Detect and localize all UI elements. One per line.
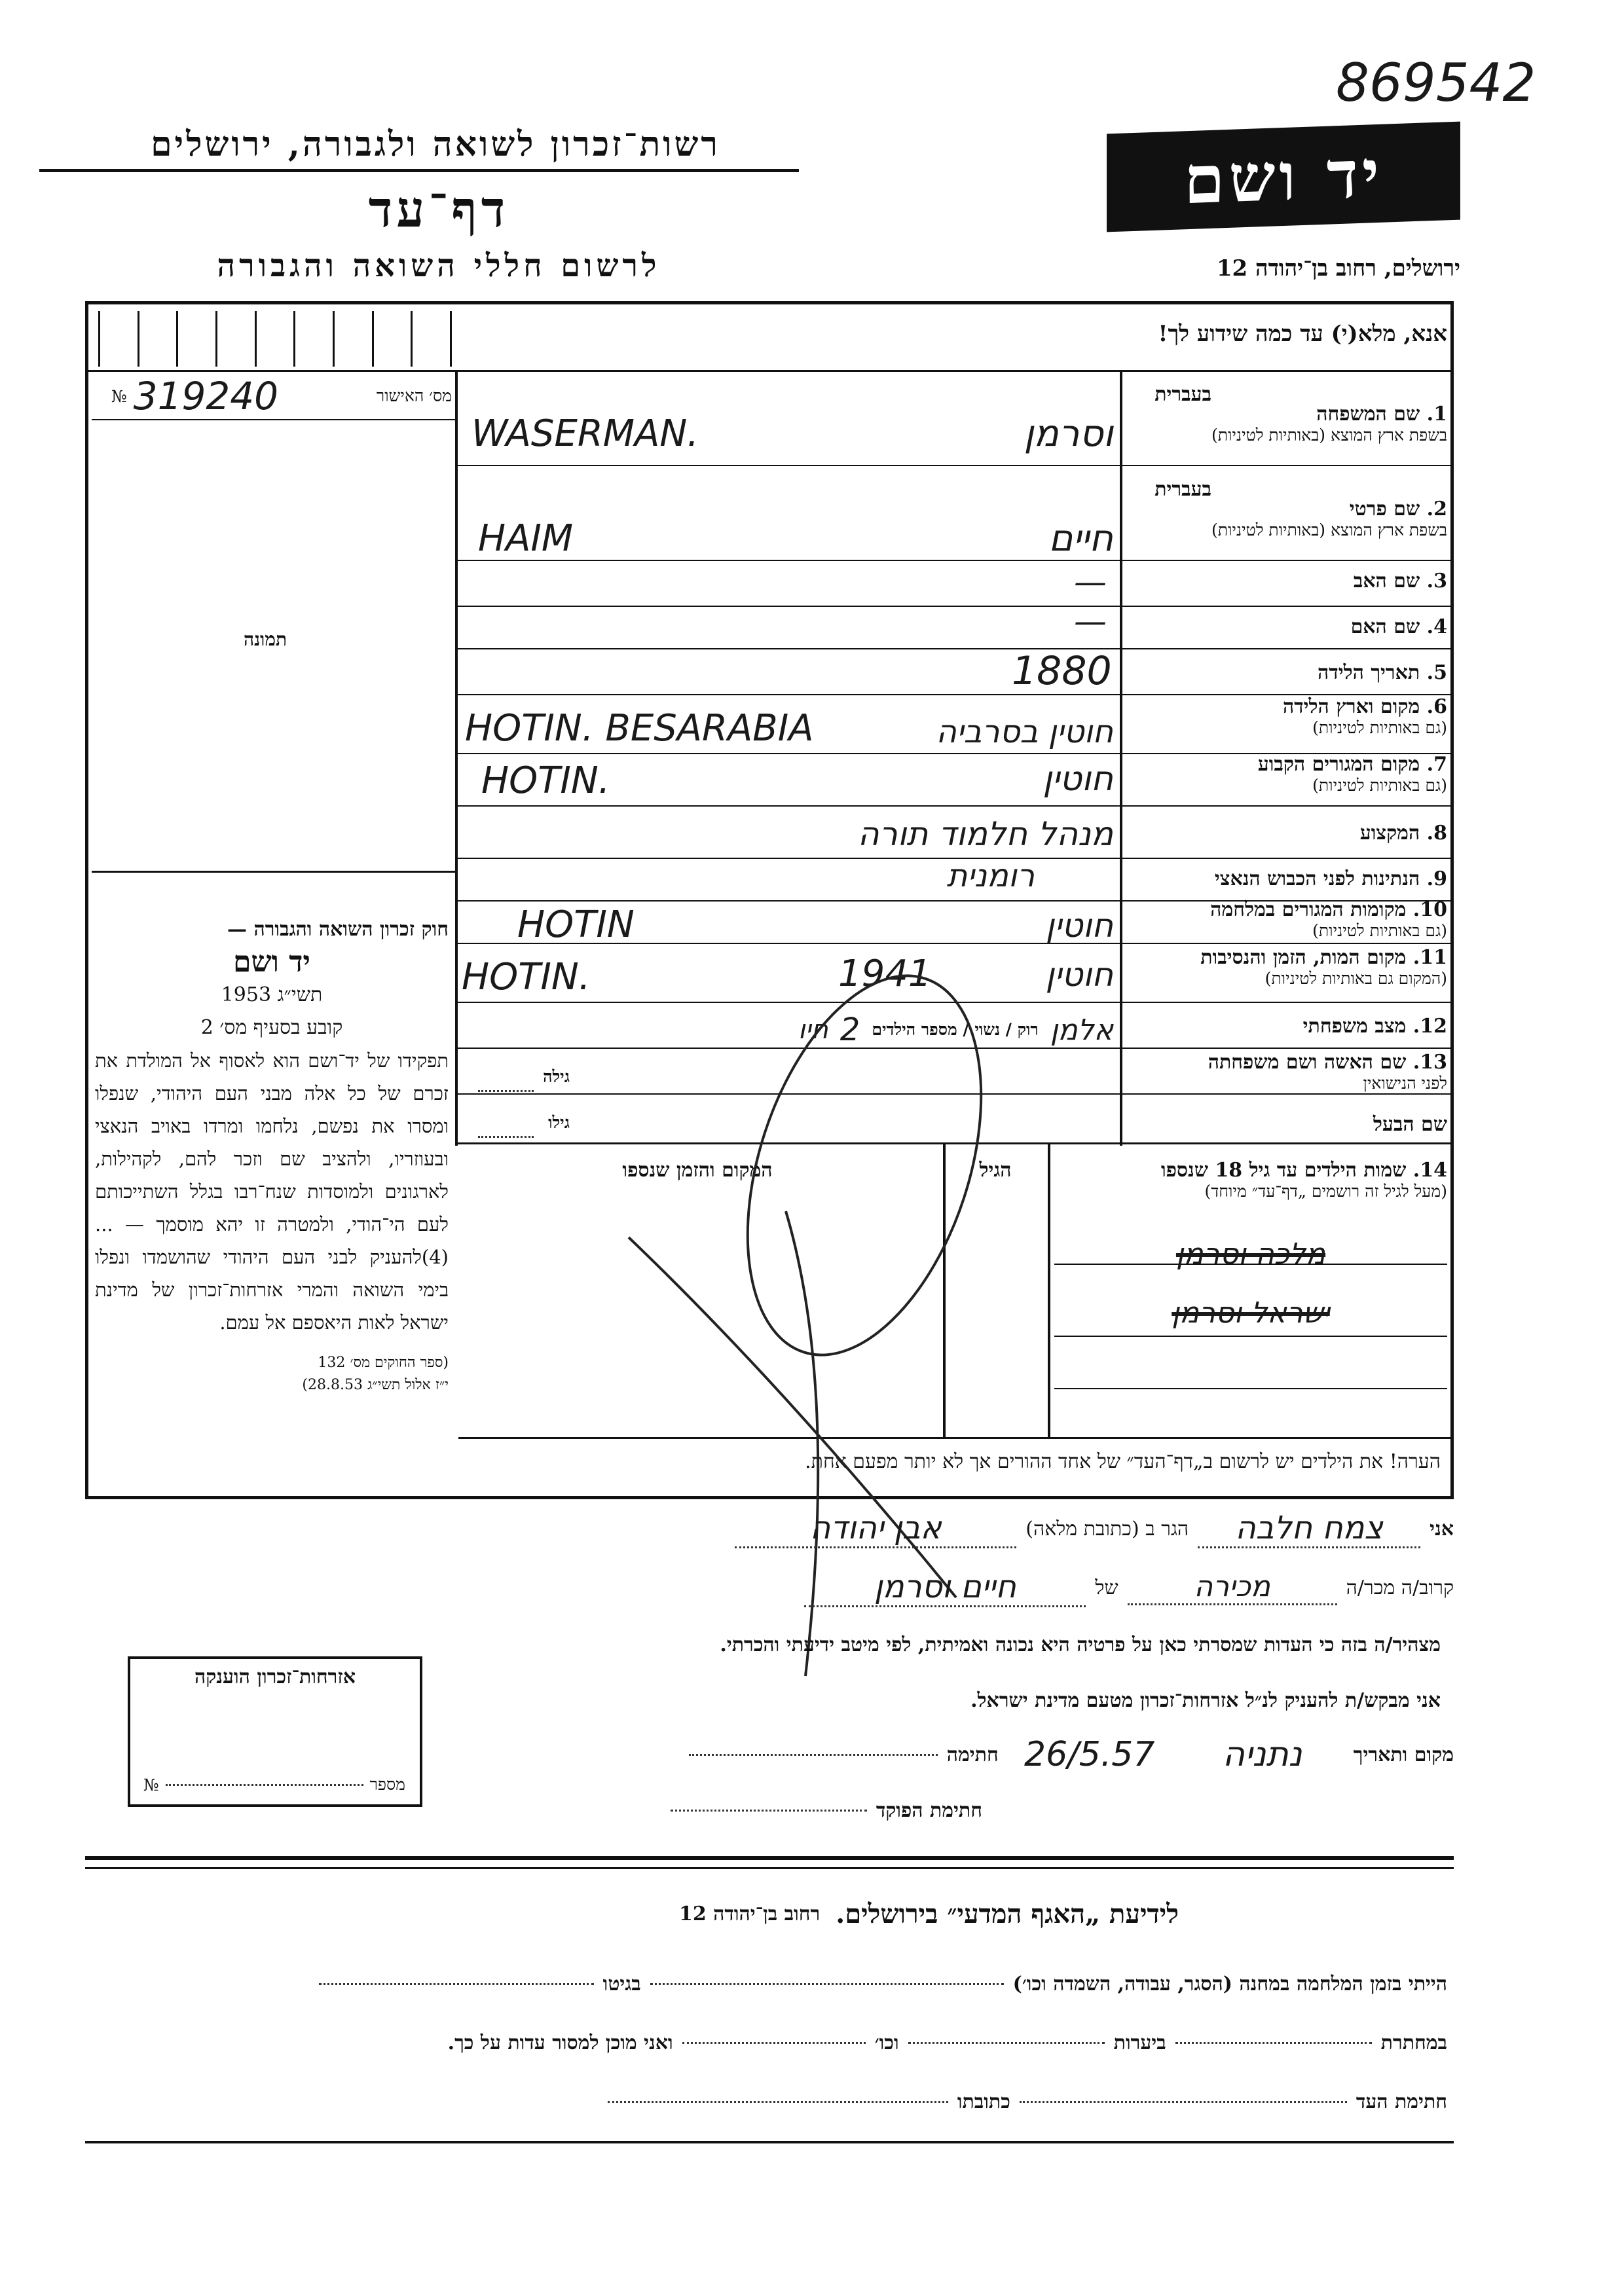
decl-request: אני מבקש/ת להעניק לנ״ל אזרחות־זכרון מטעם מדינת ישראל.	[970, 1689, 1441, 1712]
field-5: 5. תאריך הלידה	[1318, 661, 1447, 684]
field-1: 1. שם המשפחה בשפת ארץ המוצא (באותיות לטיניות)	[1120, 403, 1447, 445]
field-2-hebrew: חיים	[1048, 517, 1113, 560]
field-husband-age-label: גילו	[548, 1113, 570, 1132]
field-7-hebrew: חוטין	[1043, 759, 1113, 799]
field-1-label: שם המשפחה	[1316, 403, 1420, 426]
field-8-value: מנהל חלמוד תורה	[857, 815, 1113, 853]
law-body: תפקידו של יד־ושם הוא לאסוף אל המולדת את זכרם של כל אלה מבני העם היהודי, שנפלו ומסרו את נפשם, נלחמו ומרדו באויב הנאצי ובעוזריו, ולהציב שם וזכר להם, לקהילות, לארגונים ולמוסדות שנח־רבו בגלל השתייכותם לעם הי־הודי, ולמטרה זו יהא מוסמך — ...(4)להעניק לבני העם היהודי שהושמדו ונפלו בימי השואה והמרי אזרחות־זכרון של מדינת ישראל לאות היאספם אל עמם.	[95, 1049, 449, 1334]
registry-row	[111, 373, 452, 419]
decl-signature	[689, 1754, 938, 1756]
decl-row-1: אני צמח חלבה הגר ב (כתובת מלאה) אבן יהודה	[458, 1506, 1454, 1552]
citizenship-number-label: מספר	[369, 1775, 405, 1794]
field-11: 11. מקום המות, הזמן והנסיבות (המקום גם באותיות לטיניות)	[1200, 946, 1447, 988]
decl-name: צמח חלבה	[1198, 1510, 1420, 1548]
photo-label: תמונה	[243, 629, 287, 650]
child-crossed-1: מלכה וסרמן	[1175, 1237, 1326, 1271]
children-col-age: הגיל	[979, 1159, 1012, 1182]
form-subtitle: לרשום חללי השואה והגבורה	[217, 247, 661, 284]
citizenship-box: אזרחות־זכרון הוענקה № מספר	[128, 1656, 422, 1807]
footer-line-2: במחתרת ביערות וכו׳ ואני מוכן למסור עדות על כך.	[447, 2031, 1447, 2054]
field-10-hebrew: חוטין	[1045, 907, 1113, 945]
authority-line: רשות־זכרון לשואה ולגבורה, ירושלים	[151, 124, 720, 164]
decl-date: 26/5.57	[1024, 1735, 1155, 1774]
field-12-children: 2	[840, 1011, 860, 1048]
decl-relation: מכירה	[1128, 1570, 1337, 1605]
field-4: 4. שם האם	[1350, 615, 1447, 638]
field-husband: שם הבעל	[1373, 1113, 1447, 1136]
instruction: אנא, מלא(י) עד כמה שידוע לך!	[1158, 321, 1447, 347]
field-9: 9. הנתינות לפני הכבוש הנאצי	[1214, 867, 1447, 890]
field-4-value: —	[1074, 602, 1107, 640]
field-5-value: 1880	[1012, 648, 1112, 694]
field-2-sub: בשפת ארץ המוצא (באותיות לטיניות)	[1211, 520, 1447, 539]
field-13-age-label: גילה	[543, 1067, 570, 1086]
decl-row-3: מקום ותאריך נתניה 26/5.57 חתימה	[458, 1728, 1454, 1781]
registry-label: מס׳ האישור	[376, 386, 452, 405]
law-year: תשי״ג 1953	[221, 983, 323, 1006]
field-1-hebrew: וסרמן	[1024, 412, 1113, 455]
children-col-place: המקום והזמן שנספו	[622, 1159, 773, 1182]
law-title2: יד ושם	[233, 945, 310, 979]
field-7-latin: HOTIN.	[481, 759, 610, 802]
field-6-hebrew: חוטין בסרביה	[936, 714, 1113, 750]
field-9-value: רומנית	[946, 858, 1035, 894]
footer-title: לידיעת „האגף המדעי״ בירושלים.	[836, 1899, 1179, 1929]
law-section: קובע בסעיף מס׳ 2	[200, 1016, 343, 1039]
field-2-latin: HAIM	[478, 517, 574, 560]
field-6: 6. מקום וארץ הלידה (גם באותיות לטיניות)	[1282, 695, 1447, 737]
field-7: 7. מקום המגורים הקבוע (גם באותיות לטיניות)	[1257, 753, 1447, 795]
registry-number: 319240	[133, 374, 279, 418]
field-2: 2. שם פרטי בשפת ארץ המוצא (באותיות לטיניות)	[1120, 498, 1447, 540]
decl-place: נתניה	[1223, 1735, 1302, 1774]
field-2-label: שם פרטי	[1349, 498, 1420, 520]
field-8: 8. המקצוע	[1359, 822, 1447, 845]
child-crossed-2: ישראל וסרמן	[1172, 1296, 1330, 1330]
clerk-signature	[671, 1810, 867, 1812]
decl-row-4: חתימת הפוקד	[524, 1791, 982, 1830]
decl-address: אבן יהודה	[735, 1510, 1016, 1548]
law-ref2: י״ז אלול תשי״ג 28.8.53)	[302, 1377, 449, 1393]
field-13: 13. שם האשה ושם משפחתה לפני הנישואין	[1208, 1051, 1447, 1093]
footer-line-3: חתימת העד כתובתו	[98, 2082, 1447, 2121]
address: ירושלים, רחוב בן־יהודה 12	[1216, 255, 1460, 282]
footer-line-1: הייתי בזמן המלחמה במחנה (הסגר, עבודה, השמדה וכו׳) בגיטו	[98, 1964, 1447, 2003]
field-10: 10. מקומות המגורים במלחמה (גם באותיות לטיניות)	[1210, 898, 1447, 940]
hebrew-heading-2: בעברית	[1154, 478, 1211, 501]
archive-number: 869542	[1336, 52, 1536, 113]
field-12: 12. מצב משפחתי	[1302, 1015, 1447, 1038]
field-3-value: —	[1074, 563, 1107, 601]
header-rule	[39, 169, 799, 172]
field-1-sub: בשפת ארץ המוצא (באותיות לטיניות)	[1211, 426, 1447, 445]
decl-row-2: קרוב/ה מכר/ה מכירה של חיים וסרמן	[458, 1565, 1454, 1611]
yad-vashem-logo: יד ושם	[1107, 122, 1460, 232]
field-10-latin: HOTIN	[517, 903, 635, 946]
footer-title-row	[458, 1899, 1179, 1929]
law-title: חוק זכרון השואה והגבורה —	[227, 918, 449, 941]
form-title: דף־עד	[368, 180, 509, 238]
field-1-latin: WASERMAN.	[471, 412, 699, 455]
decl-statement: מצהיר/ה בזה כי העדות שמסרתי כאן על פרטיה היא נכונה ואמיתית, לפי מיטב ידיעתי והכרתי.	[720, 1633, 1441, 1656]
footer-address: רחוב בן־יהודה 12	[678, 1903, 821, 1925]
decl-subject: חיים וסרמן	[804, 1569, 1086, 1607]
registry-prefix: №	[111, 386, 127, 406]
tick-marks	[98, 311, 452, 367]
field-12-status: אלמן	[1050, 1013, 1113, 1047]
children-title: שמות הילדים עד גיל 18 שנספו	[1160, 1159, 1407, 1182]
field-12-options: רוק / נשוי / מספר הילדים	[872, 1020, 1039, 1039]
field-12-extra: חיו	[798, 1015, 828, 1045]
law-box	[95, 913, 449, 1396]
field-6-latin: HOTIN. BESARABIA	[465, 707, 814, 750]
hebrew-heading-1: בעברית	[1154, 383, 1211, 406]
field-11-year: 1941	[838, 953, 932, 995]
field-11-hebrew: חוטין	[1045, 956, 1113, 994]
children-sub: (מעל לגיל זה רושמים „דף־עד״ מיוחד)	[1204, 1182, 1447, 1201]
citizenship-title: אזרחות־זכרון הוענקה	[194, 1666, 356, 1688]
form-note: הערה! את הילדים יש לרשום ב„דף־העד״ של אחד ההורים אך לא יותר מפעם אחת.	[805, 1450, 1441, 1473]
children-section: 14. שמות הילדים עד גיל 18 שנספו (מעל לגיל זה רושמים „דף־עד״ מיוחד)	[1054, 1159, 1447, 1201]
field-3: 3. שם האב	[1353, 570, 1447, 592]
field-11-latin: HOTIN.	[462, 956, 591, 998]
law-ref1: (ספר החוקים מס׳ 132	[318, 1355, 449, 1371]
